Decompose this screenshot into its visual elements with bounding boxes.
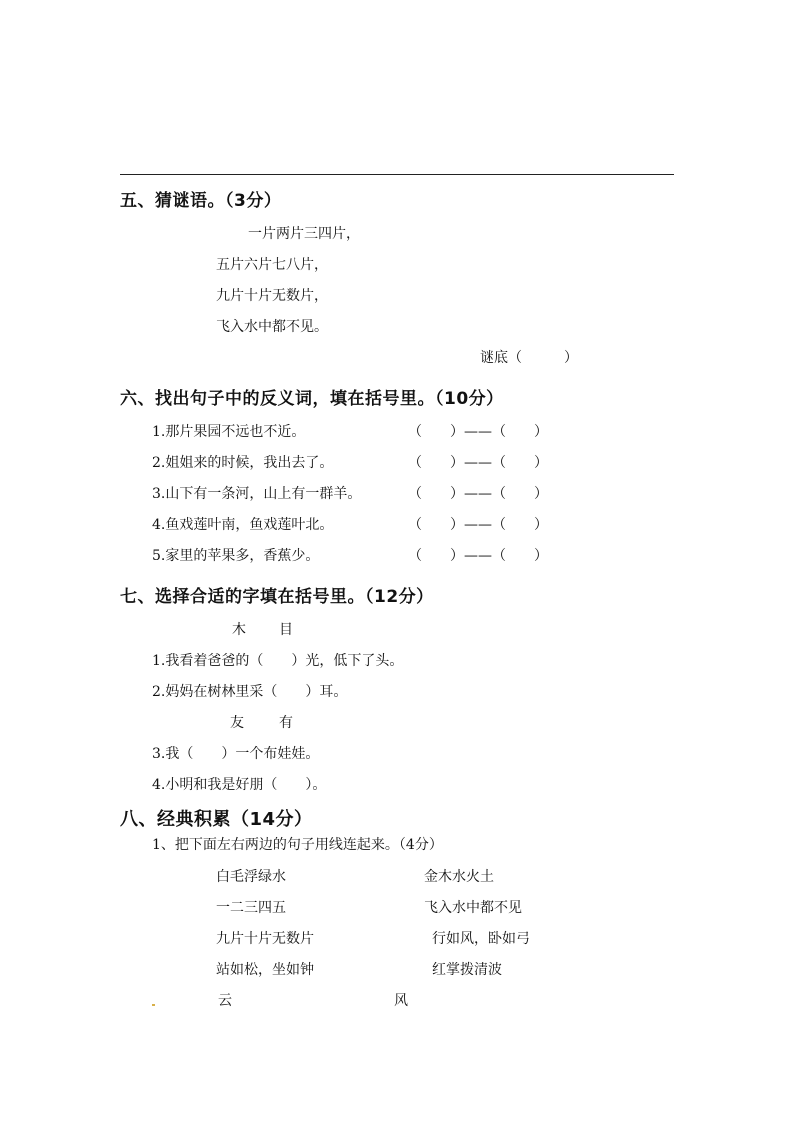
riddle-line-2: 五片六片七八片， [216, 257, 328, 273]
fill-char-item-4[interactable]: 4.小明和我是好朋（ ）。 [152, 777, 327, 793]
riddle-line-3: 九片十片无数片， [216, 288, 328, 304]
antonym-sentence-3: 3.山下有一条河，山上有一群羊。 [152, 486, 362, 502]
section-6-title: 六、找出句子中的反义词，填在括号里。（10分） [120, 389, 504, 409]
match-left-5[interactable]: 云 [218, 993, 232, 1009]
match-right-1[interactable]: 金木水火土 [424, 869, 494, 885]
match-left-2[interactable]: 一二三四五 [216, 900, 286, 916]
fill-char-item-2[interactable]: 2.妈妈在树林里采（ ）耳。 [152, 684, 348, 700]
antonym-blank-4[interactable]: （ ）——（ ） [408, 517, 548, 533]
match-left-3[interactable]: 九片十片无数片 [216, 931, 314, 947]
fill-char-item-3[interactable]: 3.我（ ）一个布娃娃。 [152, 746, 320, 762]
char-choice-mu-wood: 木 [232, 622, 246, 638]
antonym-blank-1[interactable]: （ ）——（ ） [408, 424, 548, 440]
antonym-blank-3[interactable]: （ ）——（ ） [408, 486, 548, 502]
header-rule [120, 174, 674, 175]
riddle-line-4: 飞入水中都不见。 [216, 319, 328, 335]
antonym-blank-5[interactable]: （ ）——（ ） [408, 548, 548, 564]
match-right-4[interactable]: 红掌拨清波 [432, 962, 502, 978]
section-5-title: 五、猜谜语。（3分） [120, 191, 282, 211]
antonym-sentence-2: 2.姐姐来的时候，我出去了。 [152, 455, 334, 471]
riddle-answer-blank[interactable]: 谜底（ ） [480, 350, 578, 366]
char-choice-mu-eye: 目 [279, 622, 293, 638]
antonym-blank-2[interactable]: （ ）——（ ） [408, 455, 548, 471]
match-right-2[interactable]: 飞入水中都不见 [424, 900, 522, 916]
fill-char-item-1[interactable]: 1.我看着爸爸的（ ）光，低下了头。 [152, 653, 404, 669]
match-left-1[interactable]: 白毛浮绿水 [216, 869, 286, 885]
riddle-line-1: 一片两片三四片， [248, 226, 360, 242]
match-right-3[interactable]: 行如风，卧如弓 [432, 931, 530, 947]
section-7-title: 七、选择合适的字填在括号里。（12分） [120, 587, 434, 607]
scan-speck [152, 1004, 155, 1006]
antonym-sentence-5: 5.家里的苹果多，香蕉少。 [152, 548, 320, 564]
match-left-4[interactable]: 站如松，坐如钟 [216, 962, 314, 978]
antonym-sentence-4: 4.鱼戏莲叶南，鱼戏莲叶北。 [152, 517, 334, 533]
matching-instruction: 1、把下面左右两边的句子用线连起来。（4分） [152, 837, 443, 853]
char-choice-you-friend: 友 [230, 715, 244, 731]
match-right-5[interactable]: 风 [394, 993, 408, 1009]
char-choice-you-have: 有 [279, 715, 293, 731]
antonym-sentence-1: 1.那片果园不远也不近。 [152, 424, 306, 440]
section-8-title: 八、经典积累（14分） [120, 809, 313, 830]
